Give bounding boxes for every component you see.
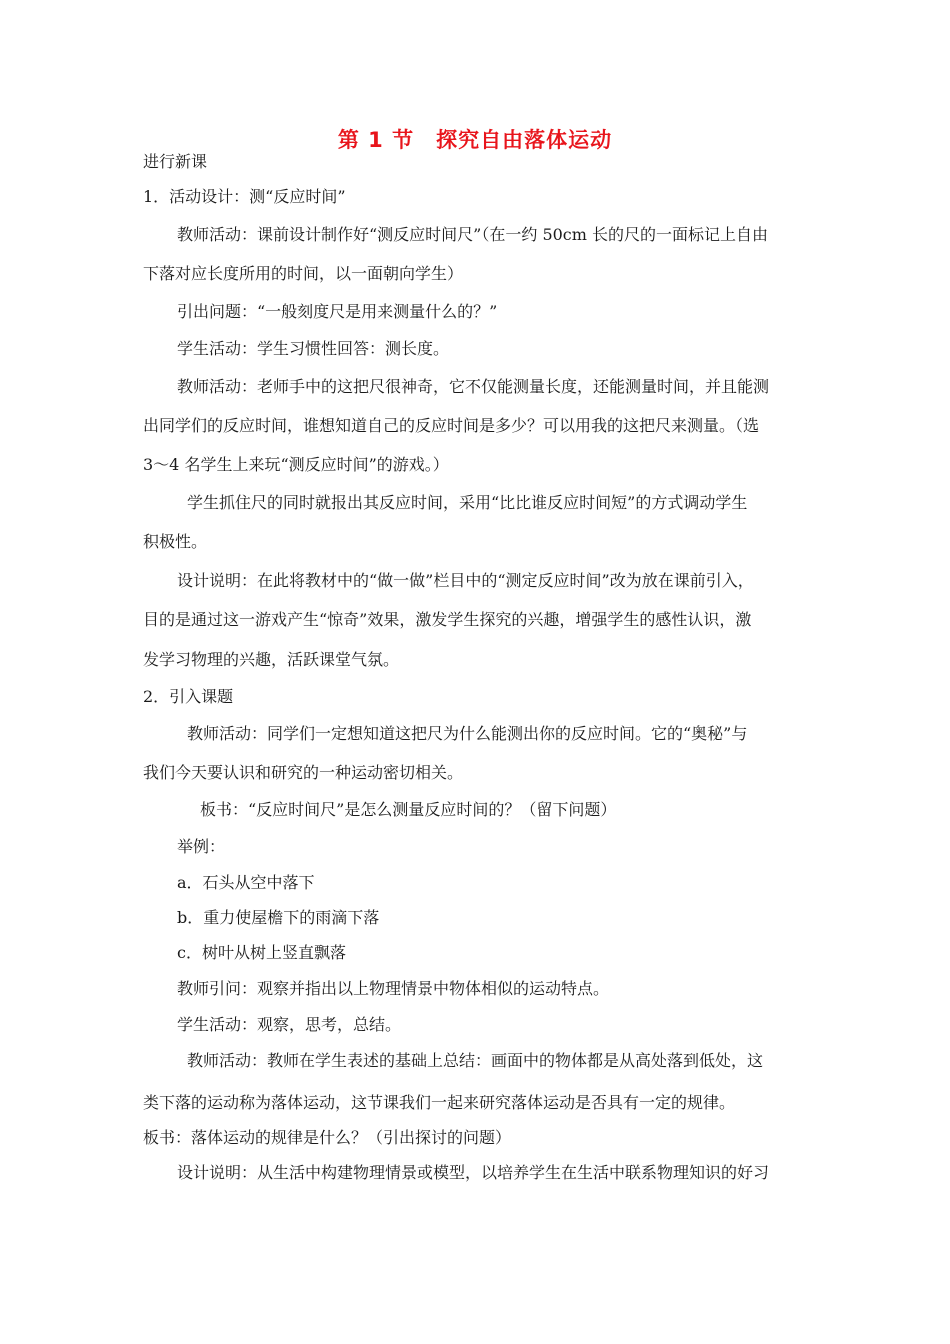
text-line: 学生活动：学生习惯性回答：测长度。 — [177, 339, 450, 358]
text-line: 教师活动：同学们一定想知道这把尺为什么能测出你的反应时间。它的“奥秘”与 — [187, 724, 748, 743]
text-line: 教师活动：老师手中的这把尺很神奇，它不仅能测量长度，还能测量时间，并且能测 — [177, 377, 770, 396]
text-line: 进行新课 — [143, 152, 208, 171]
text-line: 板书：“反应时间尺”是怎么测量反应时间的？（留下问题） — [200, 800, 617, 819]
text-line: 设计说明：从生活中构建物理情景或模型，以培养学生在生活中联系物理知识的好习 — [177, 1163, 770, 1182]
text-line: 下落对应长度所用的时间，以一面朝向学生） — [143, 264, 464, 283]
text-line: 发学习物理的兴趣，活跃课堂气氛。 — [143, 650, 400, 669]
text-line: 学生活动：观察，思考，总结。 — [177, 1015, 402, 1034]
text-line: 我们今天要认识和研究的一种运动密切相关。 — [143, 763, 464, 782]
text-line: 1．活动设计：测“反应时间” — [143, 187, 346, 206]
text-line: 积极性。 — [143, 532, 208, 551]
text-line: 3～4 名学生上来玩“测反应时间”的游戏。） — [143, 455, 449, 474]
text-line: 教师活动：课前设计制作好“测反应时间尺”（在一约 50cm 长的尺的一面标记上自由 — [177, 225, 769, 244]
text-line: 引出问题：“一般刻度尺是用来测量什么的？” — [177, 302, 498, 321]
text-line: b．重力使屋檐下的雨滴下落 — [177, 908, 380, 927]
text-line: 出同学们的反应时间，谁想知道自己的反应时间是多少？可以用我的这把尺来测量。（选 — [143, 416, 760, 435]
text-line: 举例： — [177, 837, 226, 856]
text-line: a．石头从空中落下 — [177, 873, 315, 892]
text-line: 学生抓住尺的同时就报出其反应时间，采用“比比谁反应时间短”的方式调动学生 — [187, 493, 748, 512]
text-line: 类下落的运动称为落体运动，这节课我们一起来研究落体运动是否具有一定的规律。 — [143, 1093, 736, 1112]
text-line: c．树叶从树上竖直飘落 — [177, 943, 346, 962]
text-line: 教师引问：观察并指出以上物理情景中物体相似的运动特点。 — [177, 979, 610, 998]
text-line: 2．引入课题 — [143, 687, 234, 706]
text-line: 目的是通过这一游戏产生“惊奇”效果，激发学生探究的兴趣，增强学生的感性认识，激 — [143, 610, 752, 629]
text-line: 板书：落体运动的规律是什么？（引出探讨的问题） — [143, 1128, 512, 1147]
page-title: 第 1 节 探究自由落体运动 — [337, 128, 613, 152]
text-line: 设计说明：在此将教材中的“做一做”栏目中的“测定反应时间”改为放在课前引入， — [177, 571, 754, 590]
text-line: 教师活动：教师在学生表述的基础上总结：画面中的物体都是从高处落到低处，这 — [187, 1051, 764, 1070]
